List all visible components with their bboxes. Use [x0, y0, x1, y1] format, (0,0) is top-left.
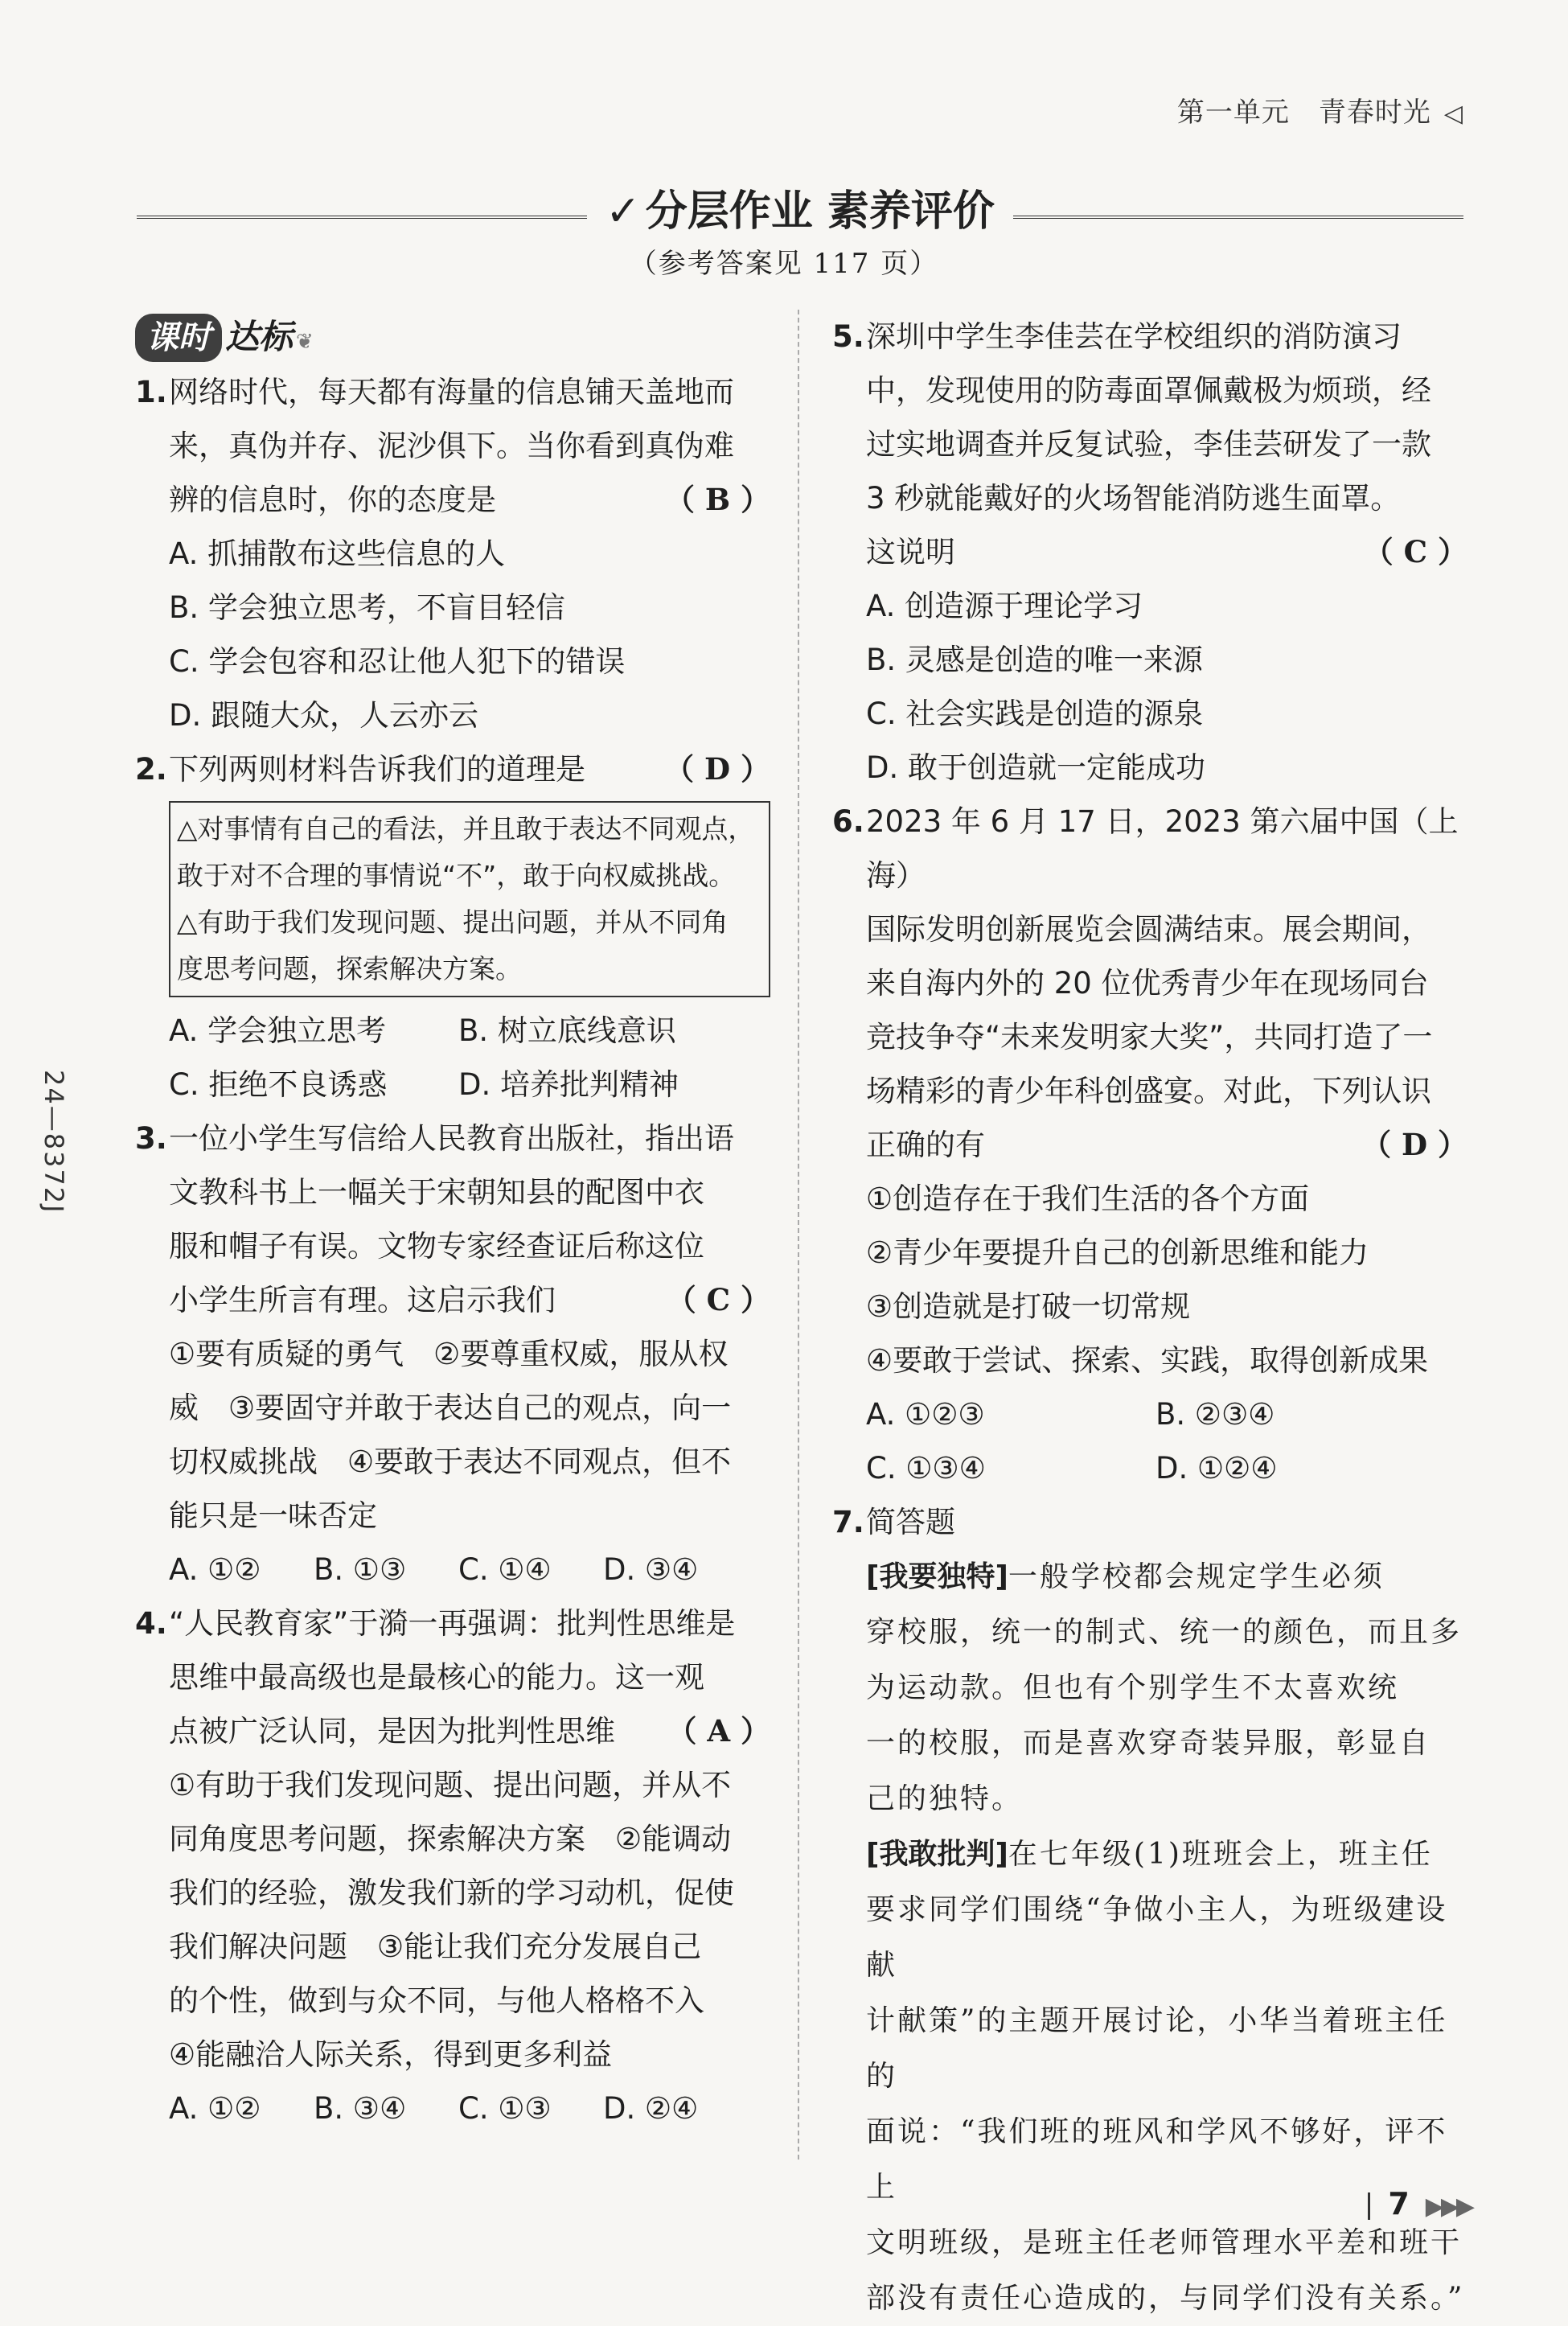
question-2 [135, 742, 770, 796]
option: C. ①③④ [866, 1451, 986, 1486]
option: B. 学会独立思考，不盲目轻信 [169, 590, 565, 625]
question-stem: 过实地调查并反复试验，李佳芸研发了一款 [866, 427, 1431, 462]
right-column [832, 310, 1467, 2326]
statement-line: 的个性，做到与众不同，与他人格格不入 [169, 1983, 704, 2018]
paragraph-unique: [我要独特]一般学校都会规定学生必须 穿校服，统一的制式、统一的颜色，而且多 为运动款。但也有个别学生不太喜欢统 一的校服，而是喜欢穿奇装异服，彰显自 己的独特。 [832, 1549, 1467, 1827]
question-stem: “人民教育家”于漪一再强调：批判性思维是 [169, 1606, 736, 1641]
question-number: 2. [135, 752, 167, 787]
unit-label: 第一单元 [1176, 97, 1290, 129]
question-stem-last: 下列两则材料告诉我们的道理是 （ D ） [169, 742, 770, 796]
column-divider [798, 310, 799, 2160]
material-line: 度思考问题，探索解决方案。 [177, 953, 522, 984]
paragraph-line: 部没有责任心造成的，与同学们没有关系。” [866, 2282, 1465, 2315]
footer-bar [1368, 2192, 1370, 2220]
paragraph-line: 面说：“我们班的班风和学风不够好，评不上 [866, 2115, 1448, 2204]
question-number: 1. [135, 375, 167, 409]
question-stem: 2023 年 6 月 17 日，2023 第六届中国（上海） [866, 804, 1459, 893]
question-stem: 国际发明创新展览会圆满结束。展会期间， [866, 912, 1431, 947]
question-stem-last: 这说明 （ C ） [866, 525, 1467, 579]
question-stem: 网络时代，每天都有海量的信息铺天盖地而 [169, 375, 734, 409]
question-stem: 场精彩的青少年科创盛宴。对此，下列认识 [866, 1074, 1431, 1108]
page-number: 7 [1388, 2186, 1410, 2221]
option: B. ②③④ [1155, 1397, 1275, 1432]
question-number: 4. [135, 1606, 167, 1641]
left-column [135, 310, 770, 2135]
triangle-left-icon: ◁ [1443, 100, 1463, 128]
question-5 [832, 310, 1467, 579]
option: B. ①③ [314, 1552, 407, 1587]
option: D. 跟随大众，人云亦云 [169, 698, 479, 733]
question-stem: 一位小学生写信给人民教育出版社，指出语 [169, 1121, 734, 1156]
paragraph-line: 穿校服，统一的制式、统一的颜色，而且多 [866, 1616, 1463, 1649]
option-row [135, 1058, 770, 1112]
option: B. 树立底线意识 [458, 1013, 676, 1048]
section-heading [135, 310, 314, 360]
statement-line: 能只是一味否定 [169, 1498, 377, 1533]
question-stem: 中，发现使用的防毒面罩佩戴极为烦琐，经 [866, 373, 1431, 408]
option-row [832, 1441, 1467, 1495]
question-stem: 简答题 [866, 1505, 955, 1539]
question-3 [135, 1112, 770, 1327]
option-row [135, 1543, 770, 1597]
question-6 [832, 795, 1467, 1172]
option: C. ①④ [458, 1552, 552, 1587]
title-rule-left [137, 216, 587, 219]
question-stem-last: 点被广泛认同，是因为批判性思维 （ A ） [169, 1704, 770, 1758]
question-stem: 思维中最高级也是最核心的能力。这一观 [169, 1660, 704, 1695]
question-number: 6. [832, 804, 864, 839]
question-stem-last: 小学生所言有理。这启示我们 （ C ） [169, 1273, 770, 1327]
option: A. ①②③ [866, 1397, 985, 1432]
side-code: 24—8372J [39, 1070, 69, 1214]
question-stem: 竞技争夺“未来发明家大奖”，共同打造了一 [866, 1020, 1433, 1054]
option: C. ①③ [458, 2091, 552, 2126]
statement-line: ③创造就是打破一切常规 [866, 1289, 1191, 1324]
paragraph-line: 计献策”的主题开展讨论，小华当着班主任的 [866, 2004, 1448, 2093]
statement-line: ④要敢于尝试、探索、实践，取得创新成果 [866, 1343, 1429, 1378]
question-1 [135, 365, 770, 527]
question-stem-last: 辨的信息时，你的态度是 （ B ） [169, 473, 770, 527]
paragraph-line: 为运动款。但也有个别学生不太喜欢统 [866, 1671, 1400, 1704]
statement-line: 威 ③要固守并敢于表达自己的观点，向一 [169, 1391, 732, 1425]
option: C. 学会包容和忍让他人犯下的错误 [169, 644, 626, 679]
answer-reference: （参考答案见 117 页） [629, 248, 939, 280]
section-tag: 课时 [135, 314, 222, 362]
question-stem: 深圳中学生李佳芸在学校组织的消防演习 [866, 319, 1402, 354]
leaf-icon: ❦ [296, 330, 314, 354]
statement-line: ①要有质疑的勇气 ②要尊重权威，服从权 [169, 1337, 729, 1371]
statement-line: ①有助于我们发现问题、提出问题，并从不 [169, 1768, 732, 1802]
answer-mark: （ D ） [664, 751, 770, 787]
material-line: 敢于对不合理的事情说“不”，敢于向权威挑战。 [177, 860, 736, 891]
option: A. 抓捕散布这些信息的人 [169, 536, 506, 571]
question-stem: 来，真伪并存、泥沙俱下。当你看到真伪难 [169, 429, 734, 463]
answer-mark: （ C ） [1363, 534, 1467, 569]
question-7 [832, 1495, 1467, 1549]
theme-label: 青春时光 [1318, 97, 1431, 129]
option: B. 灵感是创造的唯一来源 [866, 643, 1203, 677]
page-title: ✓ 分层作业 素养评价 [605, 187, 995, 236]
title-rule-right [1013, 216, 1463, 219]
question-stem: 3 秒就能戴好的火场智能消防逃生面罩。 [866, 481, 1401, 516]
question-stem: 来自海内外的 20 位优秀青少年在现场同台 [866, 966, 1429, 1001]
statement-line: 同角度思考问题，探索解决方案 ②能调动 [169, 1822, 732, 1856]
paragraph-line: 要求同学们围绕“争做小主人，为班级建设献 [866, 1893, 1448, 1982]
running-header [1177, 90, 1463, 129]
checkmark-icon: ✓ [605, 187, 641, 236]
question-stem: 服和帽子有误。文物专家经查证后称这位 [169, 1229, 704, 1264]
option: D. 敢于创造就一定能成功 [866, 750, 1206, 785]
option: A. ①② [169, 2091, 261, 2126]
option: D. ③④ [603, 1552, 699, 1587]
statement-line: 我们解决问题 ③能让我们充分发展自己 [169, 1929, 702, 1964]
option-row [832, 1387, 1467, 1441]
question-number: 3. [135, 1121, 167, 1156]
material-line: △对事情有自己的看法，并且敢于表达不同观点， [177, 813, 755, 845]
stripes-icon: ▶▶▶ [1425, 2192, 1472, 2221]
option-row [135, 2081, 770, 2135]
question-stem-last: 正确的有 （ D ） [866, 1118, 1467, 1172]
answer-mark: （ C ） [666, 1282, 770, 1317]
material-box [169, 801, 770, 997]
statement-line: ④能融洽人际关系，得到更多利益 [169, 2037, 613, 2072]
option: A. 学会独立思考 [169, 1013, 387, 1048]
answer-mark: （ D ） [1361, 1127, 1467, 1162]
title-band [137, 177, 1463, 236]
page-footer [1368, 2186, 1472, 2221]
option: D. ①②④ [1155, 1451, 1278, 1486]
statement-line: 切权威挑战 ④要敢于表达不同观点，但不 [169, 1445, 732, 1479]
section-tag-rest: 达标 [225, 317, 293, 356]
answer-mark: （ A ） [667, 1713, 770, 1749]
option: C. 社会实践是创造的源泉 [866, 697, 1204, 731]
material-line: △有助于我们发现问题、提出问题，并从不同角 [177, 906, 729, 938]
question-number: 5. [832, 319, 864, 354]
question-4 [135, 1597, 770, 1758]
option: C. 拒绝不良诱惑 [169, 1067, 388, 1102]
question-stem: 文教科书上一幅关于宋朝知县的配图中衣 [169, 1175, 704, 1210]
paragraph-critique: [我敢批判]在七年级(1)班班会上，班主任 要求同学们围绕“争做小主人，为班级建设献 计献策”的主题开展讨论，小华当着班主任的 面说：“我们班的班风和学风不够好，评不上 文明班级，是班主任老师管理水平差和班干 部没有责任心造成的，与同学们没有关系。” [832, 1827, 1467, 2326]
statement-line: ①创造存在于我们生活的各个方面 [866, 1181, 1310, 1216]
paragraph-label: [我敢批判] [866, 1838, 1008, 1871]
option: A. 创造源于理论学习 [866, 589, 1143, 623]
option-row [135, 1004, 770, 1058]
option: A. ①② [169, 1552, 261, 1587]
paragraph-line: 文明班级，是班主任老师管理水平差和班干 [866, 2226, 1463, 2259]
answer-mark: （ B ） [664, 482, 770, 517]
statement-line: ②青少年要提升自己的创新思维和能力 [866, 1235, 1369, 1270]
question-number: 7. [832, 1505, 864, 1539]
option: D. ②④ [603, 2091, 699, 2126]
option: D. 培养批判精神 [458, 1067, 679, 1102]
paragraph-line: 一的校服，而是喜欢穿奇装异服，彰显自 [866, 1727, 1431, 1760]
paragraph-label: [我要独特] [866, 1560, 1008, 1593]
statement-line: 我们的经验，激发我们新的学习动机，促使 [169, 1876, 734, 1910]
option: B. ③④ [314, 2091, 407, 2126]
paragraph-line: 己的独特。 [866, 1782, 1024, 1815]
